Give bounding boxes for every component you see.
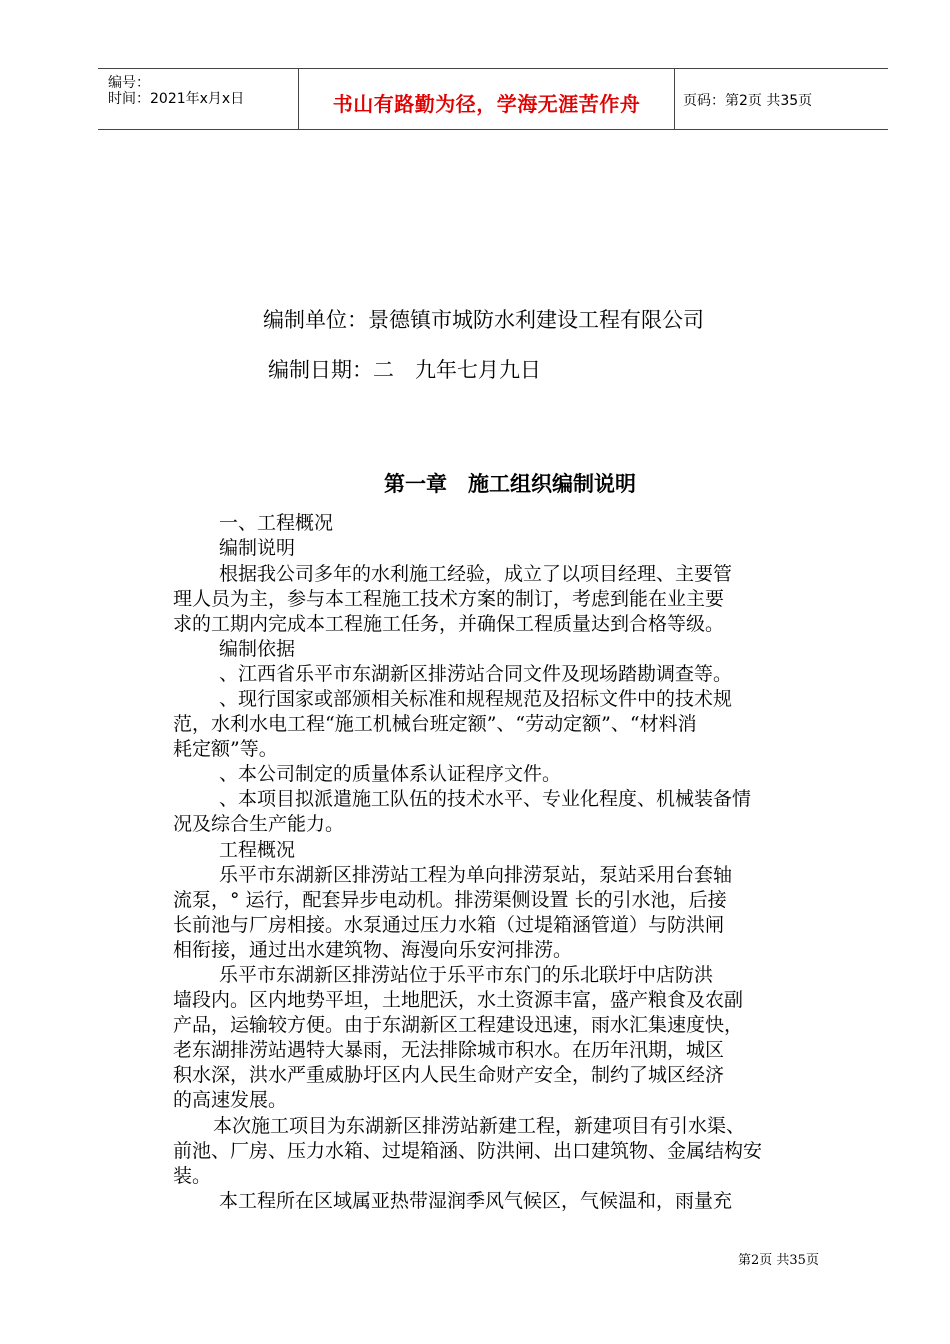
serial-label: 编号： (108, 75, 150, 91)
paragraph-line: 、本公司制定的质量体系认证程序文件。 (219, 763, 562, 785)
chapter-title: 第一章 施工组织编制说明 (384, 472, 636, 496)
paragraph-line: 乐平市东湖新区排涝站工程为单向排涝泵站，泵站采用台套轴 (219, 864, 733, 886)
paragraph-line: 装。 (173, 1165, 212, 1187)
paragraph-line: 本工程所在区域属亚热带湿润季风气候区，气候温和，雨量充 (219, 1190, 733, 1212)
page-footer: 第2页 共35页 (738, 1253, 819, 1268)
header-page-cell (675, 69, 888, 129)
paragraph-line: 产品，运输较方便。由于东湖新区工程建设迅速，雨水汇集速度快， (173, 1014, 744, 1036)
time-label: 时间：2021年x月x日 (108, 91, 245, 107)
header-motto-cell (299, 69, 675, 129)
header-page-info: 页码：第2页 共35页 (683, 93, 813, 109)
paragraph-line: 乐平市东湖新区排涝站位于乐平市东门的乐北联圩中店防洪 (219, 964, 714, 986)
paragraph-line: 的高速发展。 (173, 1089, 288, 1111)
paragraph-line: 范，水利水电工程“施工机械台班定额”、“劳动定额”、“材料消 (173, 713, 697, 735)
paragraph-line: 耗定额”等。 (173, 738, 278, 760)
paragraph-line: 长前池与厂房相接。水泵通过压力水箱（过堤箱涵管道）与防洪闸 (173, 914, 725, 936)
motto-text: 书山有路勤为径，学海无涯苦作舟 (332, 92, 641, 116)
header-meta-cell (98, 69, 299, 129)
paragraph-line: 流泵，° 运行，配套异步电动机。排涝渠侧设置 长的引水池，后接 (173, 889, 727, 911)
paragraph-line: 老东湖排涝站遇特大暴雨，无法排除城市积水。在历年汛期，城区 (173, 1039, 725, 1061)
compile-date: 编制日期：二 九年七月九日 (268, 358, 541, 382)
paragraph-line: 本次施工项目为东湖新区排涝站新建工程，新建项目有引水渠、 (213, 1115, 746, 1137)
page-header (98, 68, 888, 130)
paragraph-line: 理人员为主，参与本工程施工技术方案的制订，考虑到能在业主要 (173, 588, 725, 610)
paragraph-line: 、现行国家或部颁相关标准和规程规范及招标文件中的技术规 (219, 688, 733, 710)
paragraph-line: 况及综合生产能力。 (173, 813, 345, 835)
compile-unit: 编制单位：景德镇市城防水利建设工程有限公司 (263, 308, 704, 332)
paragraph-line: 相衔接，通过出水建筑物、海漫向乐安河排涝。 (173, 939, 573, 961)
paragraph-line: 积水深，洪水严重威胁圩区内人民生命财产安全，制约了城区经济 (173, 1064, 725, 1086)
paragraph-line: 墙段内。区内地势平坦，土地肥沃，水土资源丰富，盛产粮食及农副 (173, 989, 744, 1011)
paragraph-line: 、本项目拟派遣施工队伍的技术水平、专业化程度、机械装备情 (219, 788, 752, 810)
paragraph-line: 求的工期内完成本工程施工任务，并确保工程质量达到合格等级。 (173, 613, 725, 635)
subsection-heading: 工程概况 (219, 839, 296, 861)
subsection-heading: 编制说明 (219, 537, 296, 559)
section-heading: 一、工程概况 (219, 512, 334, 534)
subsection-heading: 编制依据 (219, 638, 296, 660)
paragraph-line: 前池、厂房、压力水箱、过堤箱涵、防洪闸、出口建筑物、金属结构安 (173, 1140, 763, 1162)
paragraph-line: 、江西省乐平市东湖新区排涝站合同文件及现场踏勘调查等。 (219, 663, 733, 685)
paragraph-line: 根据我公司多年的水利施工经验，成立了以项目经理、主要管 (219, 563, 733, 585)
